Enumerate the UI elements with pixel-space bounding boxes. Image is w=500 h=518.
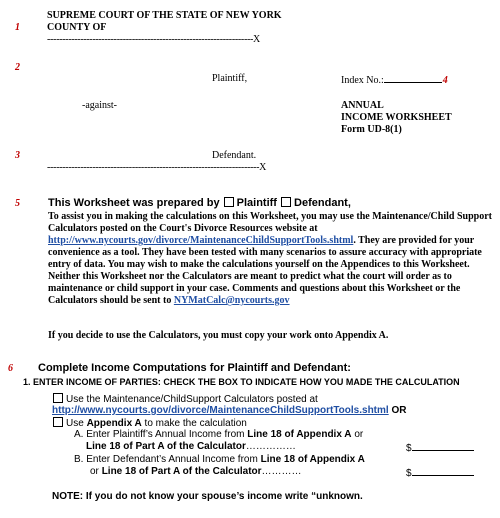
defendant-leader-dots: ………… (261, 466, 302, 477)
prepared-by-text: This Worksheet was prepared by (48, 197, 220, 209)
marker-4: 4 (442, 75, 448, 86)
prepared-by-line (48, 197, 351, 209)
appendix-a-label: Appendix A (86, 418, 142, 429)
defendant-calculator-ref: Line 18 of Part A of the Calculator (101, 466, 262, 477)
court-name: SUPREME COURT OF THE STATE OF NEW YORK (47, 10, 282, 21)
prepared-plaintiff-label: Plaintiff (236, 197, 277, 209)
index-number-blank[interactable] (384, 73, 442, 83)
prepared-defendant-label: Defendant, (294, 197, 351, 209)
item-1-heading: 1. ENTER INCOME OF PARTIES: CHECK THE BOX TO INDICATE HOW YOU MADE THE CALCULATION (23, 377, 460, 387)
county-label: COUNTY OF (47, 22, 107, 33)
plaintiff-income-line1 (74, 429, 363, 440)
plaintiff-checkbox[interactable] (224, 197, 234, 207)
email-link[interactable]: NYMatCalc@nycourts.gov (173, 295, 290, 306)
plaintiff-leader-dots: …………… (245, 441, 296, 452)
option-calculators-text: Use the Maintenance/ChildSupport Calculators posted at (66, 394, 318, 405)
option-calculators (52, 393, 318, 405)
defendant-income-line2 (90, 466, 302, 477)
defendant-income-line1 (74, 454, 365, 465)
marker-5: 5 (15, 198, 20, 209)
option-appendix (52, 417, 247, 429)
divorce-resources-link[interactable]: http://www.nycourts.gov/divorce/MaintenanceChildSupportTools.shtml (48, 235, 354, 246)
plaintiff-income-field[interactable] (406, 441, 474, 454)
against-label: -against- (82, 100, 117, 111)
option-calculators-link-line (52, 405, 406, 416)
unknown-income-note: NOTE: If you do not know your spouse’s income write “unknown. (52, 491, 363, 502)
calculator-copy-note: If you decide to use the Calculators, you must copy your work onto Appendix A. (48, 330, 389, 341)
plaintiff-income-line2 (86, 441, 296, 452)
calculators-checkbox[interactable] (53, 393, 63, 403)
use-label: Use (66, 418, 84, 429)
plaintiff-income-blank[interactable] (412, 441, 474, 451)
form-title-line1: ANNUAL (341, 100, 384, 111)
defendant-checkbox[interactable] (281, 197, 291, 207)
form-number: Form UD-8(1) (341, 124, 402, 135)
appendix-checkbox[interactable] (53, 417, 63, 427)
defendant-dollar-sign: $ (406, 468, 412, 479)
plaintiff-income-appendix-ref: Line 18 of Appendix A (247, 429, 352, 440)
plaintiff-calculator-ref: Line 18 of Part A of the Calculator (86, 441, 246, 452)
marker-3: 3 (15, 150, 20, 161)
defendant-income-prefix: B. Enter Defendant’s Annual Income from (74, 454, 258, 465)
plaintiff-income-prefix: A. Enter Plaintiff’s Annual Income from (74, 429, 245, 440)
marker-6: 6 (8, 363, 13, 374)
defendant-income-appendix-ref: Line 18 of Appendix A (260, 454, 365, 465)
caption-divider-top: --------------------------------------------------------------------X (47, 34, 260, 45)
index-number-field[interactable] (341, 73, 448, 86)
defendant-income-or: or (90, 466, 99, 477)
marker-2: 2 (15, 62, 20, 73)
plaintiff-income-or: or (354, 429, 364, 440)
defendant-income-blank[interactable] (412, 466, 474, 476)
section-title: Complete Income Computations for Plaintiff and Defendant: (38, 362, 351, 374)
defendant-label: Defendant. (212, 150, 257, 161)
calculators-link[interactable]: http://www.nycourts.gov/divorce/MaintenanceChildSupportTools.shtml (52, 405, 389, 416)
or-label: OR (391, 405, 407, 416)
appendix-rest-label: to make the calculation (144, 418, 247, 429)
plaintiff-dollar-sign: $ (406, 443, 412, 454)
form-title-line2: INCOME WORKSHEET (341, 112, 452, 123)
index-number-label: Index No.: (341, 75, 384, 86)
intro-text-1: To assist you in making the calculations on this Worksheet, you may use the Maintenance/Child Support Calculators posted on the Court's Divorce Resources website at (48, 211, 492, 234)
caption-divider-bottom: ----------------------------------------------------------------------X (47, 162, 267, 173)
defendant-income-field[interactable] (406, 466, 474, 479)
marker-1: 1 (15, 22, 20, 33)
intro-text-2: . They are provided for your convenience as a tool. They have been tested with many scenarios to assure accuracy with appropriate entry of data. You may wish to make the calculations yourself on the Appendices to this Worksheet. Neither this Worksheet nor the Calculators are meant to predict what the court will order as to maintenance or child support in your case. Comments and questions about this Worksheet or the Calculators should be sent to (48, 235, 482, 306)
plaintiff-label: Plaintiff, (212, 73, 248, 84)
intro-paragraph (48, 211, 496, 307)
